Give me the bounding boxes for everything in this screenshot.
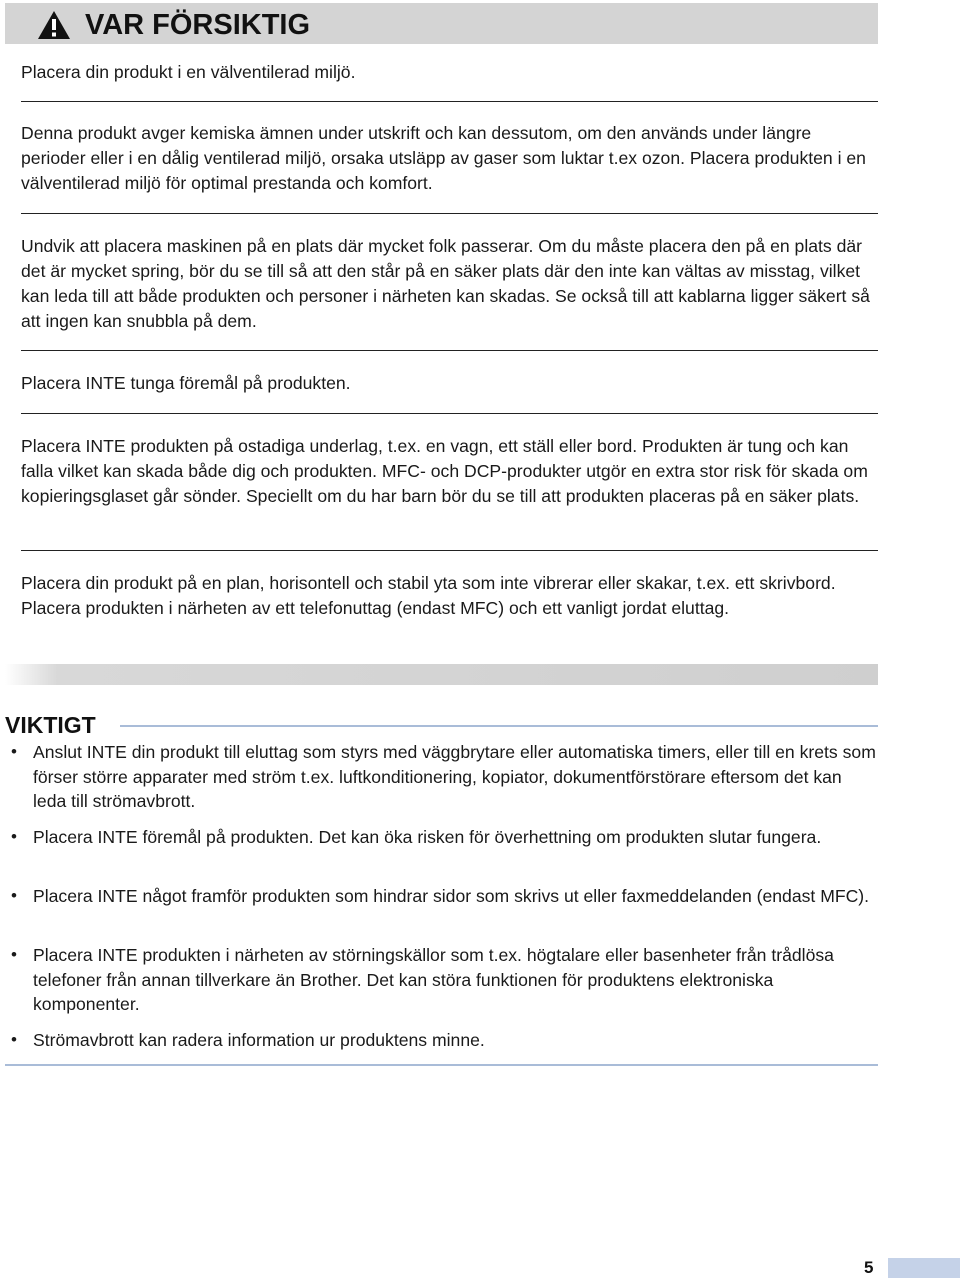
important-title-rule [120, 725, 878, 727]
bullet-icon: • [11, 1030, 17, 1049]
caution-paragraph: Denna produkt avger kemiska ämnen under utskrift och kan dessutom, om den används under längre perioder eller i en dålig ventilerad miljö, orsaka utsläpp av gaser som luktar t.ex ozon. Placera produkten i en välventilerad miljö för optimal prestanda och komfort. [21, 123, 866, 193]
caution-paragraph: Placera INTE produkten på ostadiga underlag, t.ex. en vagn, ett ställ eller bord. Produkten är tung och kan falla vilket kan skada både dig och produkten. MFC- och DCP-produkter utgör en extra stor risk för skada om kopieringsglaset går sönder. Speciellt om du har barn bör du se till att produkten placeras på en säker plats. [21, 436, 868, 506]
bullet-icon: • [11, 886, 17, 905]
caution-paragraph: Undvik att placera maskinen på en plats där mycket folk passerar. Om du måste placera den på en plats där det är mycket spring, bör du se till så att den står på en säker plats där den inte kan vältas av misstag, vilket kan leda till att både produkten och personer i närheten kan skadas. Se också till att kablarna ligger säkert så att ingen kan snubbla på dem. [21, 236, 870, 331]
list-item-text: Placera INTE föremål på produkten. Det kan öka risken för överhettning om produkten slutar fungera. [33, 827, 822, 847]
caution-paragraph: Placera INTE tunga föremål på produkten. [21, 373, 351, 393]
divider [21, 350, 878, 351]
list-item-text: Anslut INTE din produkt till eluttag som styrs med väggbrytare eller automatiska timers, eller till en krets som förser större apparater med ström t.ex. luftkonditionering, kopiator, dokumentförstörare eftersom det kan leda till strömavbrott. [33, 742, 876, 811]
warning-triangle-icon [37, 10, 71, 40]
caution-footer-bar [5, 664, 878, 685]
caution-header [5, 3, 878, 44]
divider [21, 101, 878, 102]
list-item-text: Strömavbrott kan radera information ur produktens minne. [33, 1030, 485, 1050]
bullet-icon: • [11, 827, 17, 846]
list-item-text: Placera INTE något framför produkten som hindrar sidor som skrivs ut eller faxmeddelanden (endast MFC). [33, 886, 870, 906]
divider [21, 213, 878, 214]
page-number: 5 [864, 1258, 874, 1277]
important-title: VIKTIGT [5, 712, 96, 738]
caution-paragraph: Placera din produkt i en välventilerad miljö. [21, 62, 356, 82]
page-tab [888, 1258, 960, 1278]
divider [21, 413, 878, 414]
caution-title: VAR FÖRSIKTIG [85, 9, 311, 41]
list-item-text: Placera INTE produkten i närheten av störningskällor som t.ex. högtalare eller basenheter från trådlösa telefoner från annan tillverkare än Brother. Det kan störa funktionen för produktens elektroniska komponenter. [33, 945, 834, 1014]
bullet-icon: • [11, 945, 17, 964]
divider [21, 550, 878, 551]
caution-paragraph: Placera din produkt på en plan, horisontell och stabil yta som inte vibrerar eller skakar, t.ex. ett skrivbord. Placera produkten i närheten av ett telefonuttag (endast MFC) och ett vanligt jordat eluttag. [21, 573, 836, 618]
important-bottom-rule [5, 1064, 878, 1066]
bullet-icon: • [11, 742, 17, 761]
